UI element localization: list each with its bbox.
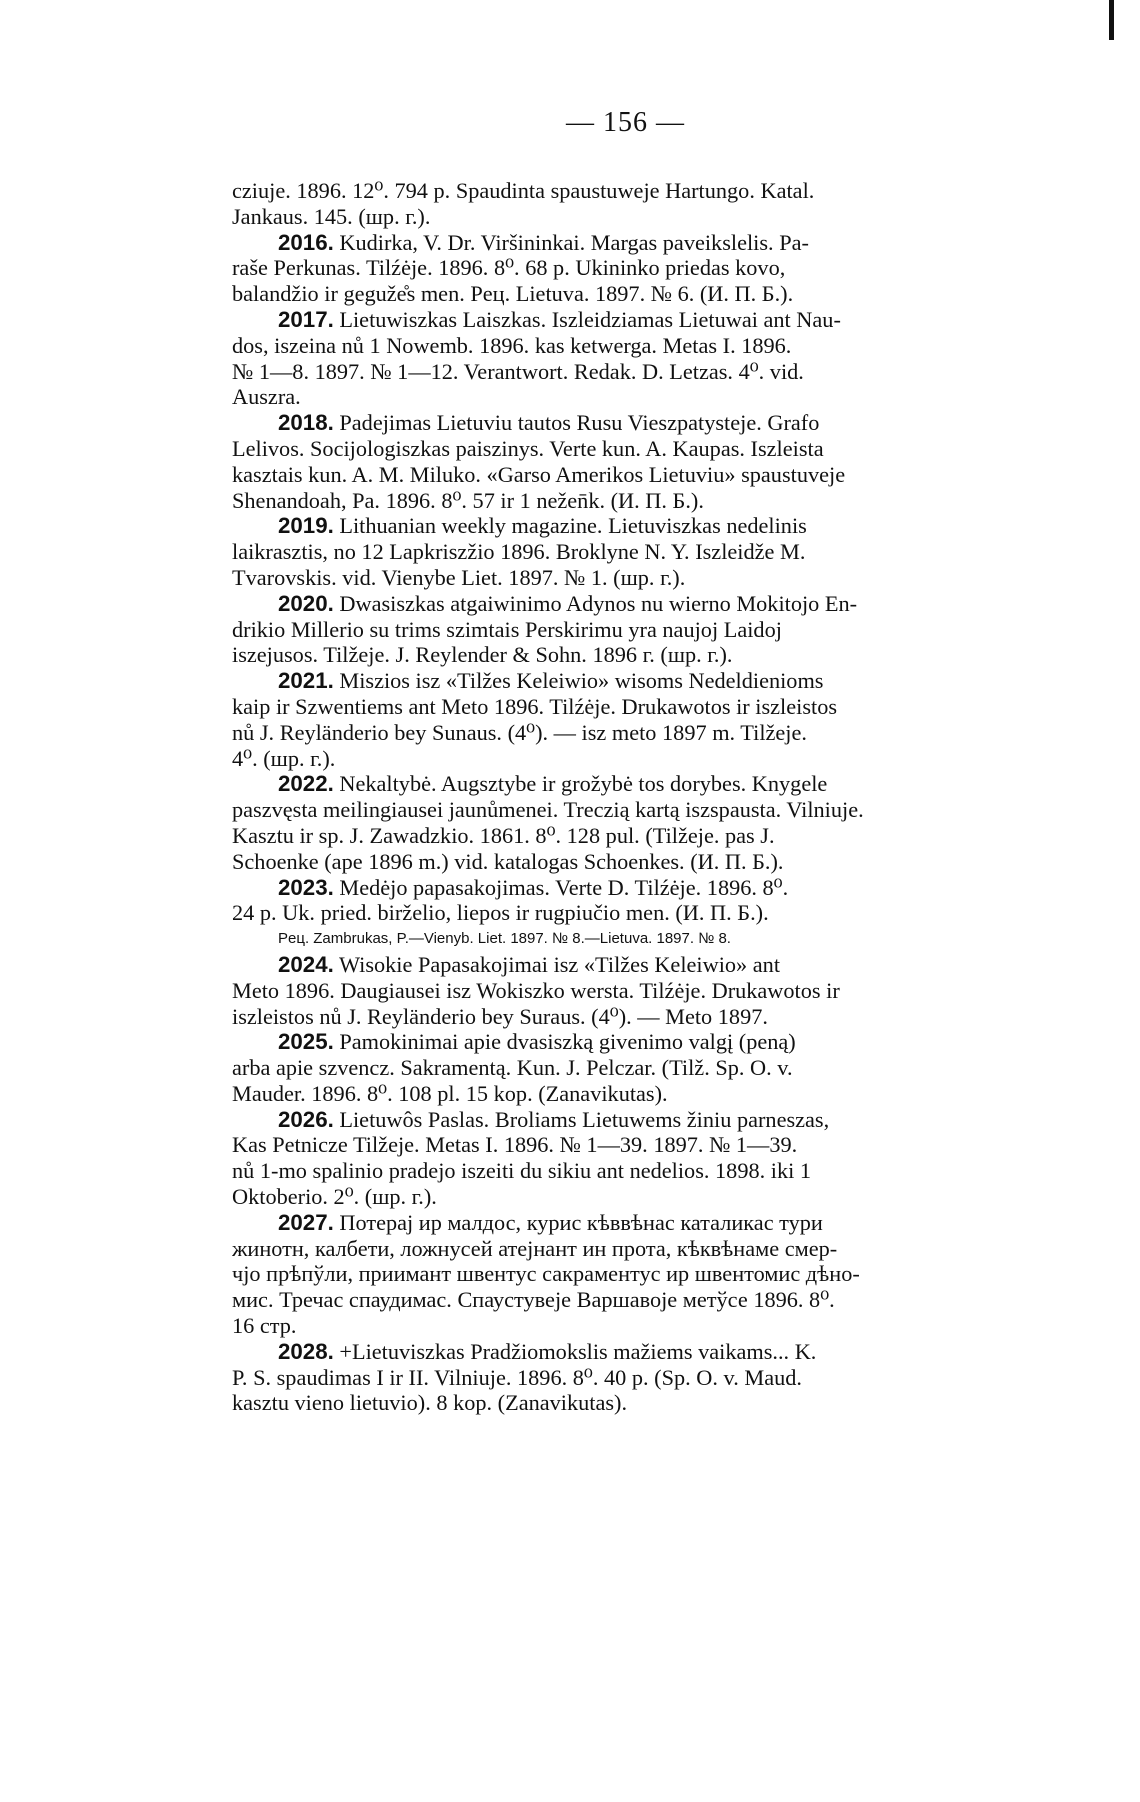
text-line: balandžio ir geguže̊s men. Peц. Lietuva. 1897. № 6. (И. П. Б.). <box>232 281 794 307</box>
text-line: Lelivos. Socijologiszkas paiszinys. Verte kun. A. Kaupas. Iszleista <box>232 435 824 461</box>
text-line: 2023. Medėjo papasakojimas. Verte D. Tilźėje. 1896. 8⁰. <box>278 874 789 900</box>
text-line: iszleistos nů J. Reyländerio bey Suraus. (4⁰). — Meto 1897. <box>232 1003 768 1029</box>
entry-number: 2027. <box>278 1209 334 1235</box>
text-line: Tvarovskis. vid. Vienybe Liet. 1897. № 1. (шр. г.). <box>232 564 686 590</box>
text-line: Peц. Zambrukas, P.—Vienyb. Liet. 1897. № 8.—Lietuva. 1897. № 8. <box>278 930 731 948</box>
text-line: laikrasztis, no 12 Lapkriszžio 1896. Broklyne N. Y. Iszleidže M. <box>232 539 806 565</box>
text-line: Meto 1896. Daugiausei isz Wokiszko wersta. Tilźėje. Drukawotos ir <box>232 977 840 1003</box>
text-line: nů J. Reyländerio bey Sunaus. (4⁰). — isz meto 1897 m. Tilžeje. <box>232 719 807 745</box>
entry-number: 2026. <box>278 1106 334 1132</box>
text-line: Jankaus. 145. (шр. г.). <box>232 203 431 229</box>
text-line: 2022. Nekaltybė. Augsztybe ir grožybė tos dorybes. Knygele <box>278 771 828 797</box>
text-line: P. S. spaudimas I ir II. Vilniuje. 1896. 8⁰. 40 p. (Sp. O. v. Maud. <box>232 1364 802 1390</box>
page-number: — 156 — <box>566 107 685 138</box>
entry-number: 2028. <box>278 1338 334 1364</box>
text-line: № 1—8. 1897. № 1—12. Verantwort. Redak. D. Letzas. 4⁰. vid. <box>232 358 804 384</box>
text-line: arba apie szvencz. Sakramentą. Kun. J. Pelczar. (Tilž. Sp. O. v. <box>232 1055 793 1081</box>
entry-number: 2023. <box>278 874 334 900</box>
text-line: 2018. Padejimas Lietuviu tautos Rusu Vieszpatysteje. Grafo <box>278 410 820 436</box>
text-line: Schoenke (ape 1896 m.) vid. katalogas Schoenkes. (И. П. Б.). <box>232 848 784 874</box>
text-line: 16 стр. <box>232 1313 297 1339</box>
text-line: drikio Millerio su trims szimtais Perskirimu yra naujoj Laidoj <box>232 616 782 642</box>
text-line: жинотн, калбети, ложнусей атејнант ин прота, кѣквѣнаме смер- <box>232 1235 838 1261</box>
entry-number: 2021. <box>278 668 334 694</box>
text-line: kasztu vieno lietuvio). 8 kop. (Zanavikutas). <box>232 1390 628 1416</box>
text-line: raše Perkunas. Tilźėje. 1896. 8⁰. 68 p. Ukininko priedas kovo, <box>232 255 786 281</box>
text-line: Shenandoah, Pa. 1896. 8⁰. 57 ir 1 nežen̄k. (И. П. Б.). <box>232 487 704 513</box>
text-line: 2021. Miszios isz «Tilžes Keleiwio» wisoms Nedeldienioms <box>278 668 824 694</box>
entry-number: 2017. <box>278 306 334 332</box>
text-line: kasztais kun. A. M. Miluko. «Garso Amerikos Lietuviu» spaustuveje <box>232 461 846 487</box>
text-line: 2025. Pamokinimai apie dvasiszką givenimo valgį (peną) <box>278 1029 796 1055</box>
text-line: 2016. Kudirka, V. Dr. Viršininkai. Margas paveikslelis. Pa- <box>278 229 809 255</box>
catalog-text-block <box>232 178 1058 1416</box>
text-line: dos, iszeina nů 1 Nowemb. 1896. kas ketwerga. Metas I. 1896. <box>232 332 792 358</box>
text-line: Mauder. 1896. 8⁰. 108 pl. 15 kop. (Zanavikutas). <box>232 1080 668 1106</box>
text-line: 2026. Lietuwôs Paslas. Broliams Lietuwems žiniu parneszas, <box>278 1106 830 1132</box>
text-line: Kas Petnicze Tilžeje. Metas I. 1896. № 1—39. 1897. № 1—39. <box>232 1132 798 1158</box>
entry-number: 2022. <box>278 771 334 797</box>
entry-number: 2020. <box>278 590 334 616</box>
entry-number: 2016. <box>278 229 334 255</box>
text-line: 2028. +Lietuviszkas Pradžiomokslis mažiems vaikams... K. <box>278 1338 817 1364</box>
text-line: 2017. Lietuwiszkas Laiszkas. Iszleidziamas Lietuwai ant Nau- <box>278 306 841 332</box>
text-line: 2024. Wisokie Papasakojimai isz «Tilžes Keleiwio» ant <box>278 951 781 977</box>
text-line: cziuje. 1896. 12⁰. 794 p. Spaudinta spaustuweje Hartungo. Katal. <box>232 178 815 203</box>
text-line: paszvęsta meilingiausei jaunůmenei. Treczią kartą iszspausta. Vilniuje. <box>232 797 864 823</box>
entry-number: 2025. <box>278 1029 334 1055</box>
text-line: мис. Тречас спаудимас. Спаустувеје Варшавоје метўсе 1896. 8⁰. <box>232 1287 835 1313</box>
text-line: 4⁰. (шр. г.). <box>232 745 336 771</box>
text-line: 2027. Потерај ир малдос, курис кѣввѣнас каталикас тури <box>278 1209 823 1235</box>
entry-number: 2018. <box>278 410 334 436</box>
text-line: kaip ir Szwentiems ant Meto 1896. Tilźėje. Drukawotos ir iszleistos <box>232 693 838 719</box>
entry-number: 2024. <box>278 951 334 977</box>
text-line: nů 1-mo spalinio pradejo iszeiti du sikiu ant nedelios. 1898. iki 1 <box>232 1158 812 1184</box>
text-line: iszejusos. Tilžeje. J. Reylender & Sohn. 1896 г. (шр. г.). <box>232 642 733 668</box>
text-line: Kasztu ir sp. J. Zawadzkio. 1861. 8⁰. 128 pul. (Tilžeje. pas J. <box>232 822 775 848</box>
text-line: Auszra. <box>232 384 301 410</box>
text-line: 2019. Lithuanian weekly magazine. Lietuviszkas nedelinis <box>278 513 807 539</box>
text-line: чјо прѣпўли, приимант швентус сакраментус ир швентомис дѣно- <box>232 1261 860 1287</box>
page-edge-mark <box>1109 0 1114 40</box>
text-line: 24 p. Uk. pried. birželio, liepos ir rugpiučio men. (И. П. Б.). <box>232 900 769 926</box>
text-line: 2020. Dwasiszkas atgaiwinimo Adynos nu wierno Mokitojo En- <box>278 590 858 616</box>
entry-number: 2019. <box>278 513 334 539</box>
text-line: Oktoberio. 2⁰. (шр. г.). <box>232 1184 437 1210</box>
